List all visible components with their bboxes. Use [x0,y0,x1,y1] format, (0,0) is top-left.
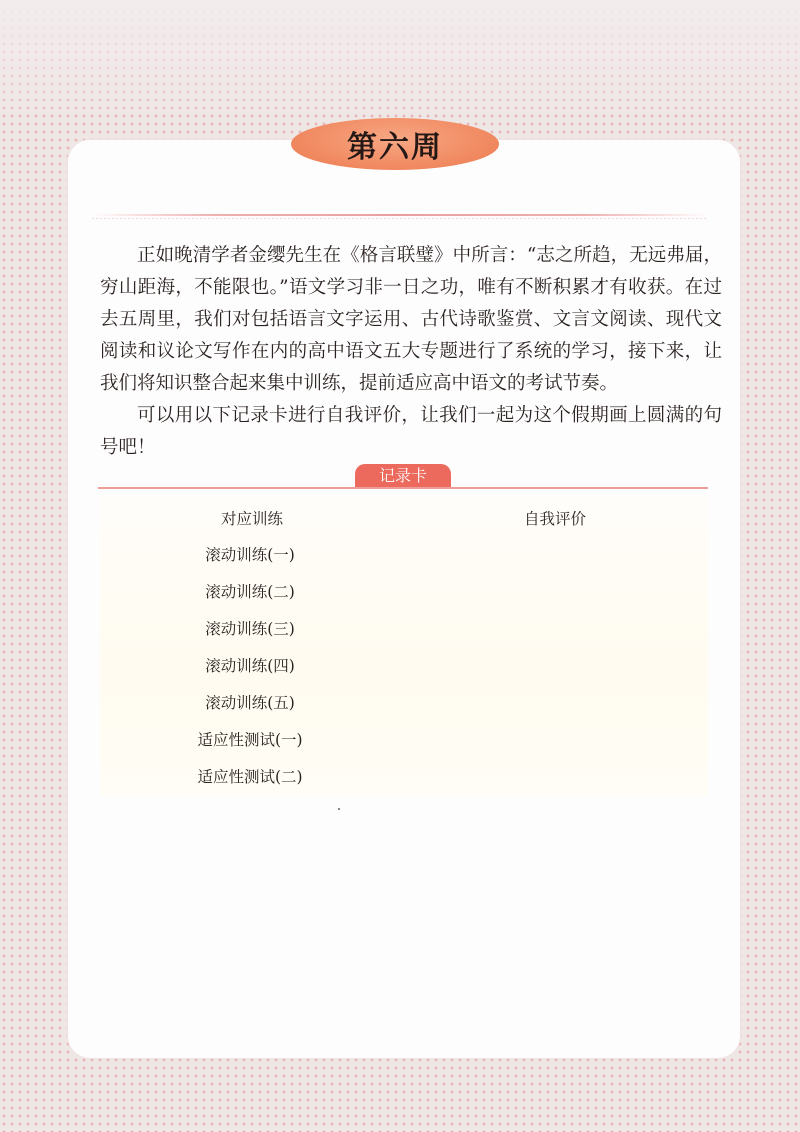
record-card-tab: 记录卡 [355,464,451,488]
column-header-training: 对应训练 [220,510,283,528]
top-dotted-border [0,0,800,110]
table-row: 滚动训练(三) [205,620,295,638]
intro-paragraph-2: 可以用以下记录卡进行自我评价，让我们一起为这个假期画上圆满的句号吧！ [100,405,722,458]
table-row: 滚动训练(二) [205,583,295,601]
table-row: 滚动训练(一) [205,546,295,564]
intro-paragraph-1: 正如晚清学者金缨先生在《格言联璧》中所言：“志之所趋，无远弗届，穷山距海，不能限也。”语文学习非一日之功，唯有不断积累才有收获。在过去五周里，我们对包括语言文字运用、古代诗歌鉴赏、文言文阅读、现代文阅读和议论文写作在内的高中语文五大专题进行了系统的学习，接下来，让我们将知识整合起来集中训练，提前适应高中语文的考试节奏。 [100,245,722,394]
record-card-table [100,495,708,795]
page-title: 第六周 [347,130,443,165]
table-row: 适应性测试(一) [197,731,303,749]
title-badge [291,118,499,170]
intro-text [100,240,722,464]
table-row: 滚动训练(四) [205,657,295,675]
title-divider [92,214,708,216]
column-header-self-evaluation: 自我评价 [523,510,586,528]
table-row: 适应性测试(二) [197,768,303,786]
record-card-divider [98,487,708,489]
title-divider-dots [92,218,708,219]
table-row: 滚动训练(五) [205,694,295,712]
stray-mark [338,808,340,810]
